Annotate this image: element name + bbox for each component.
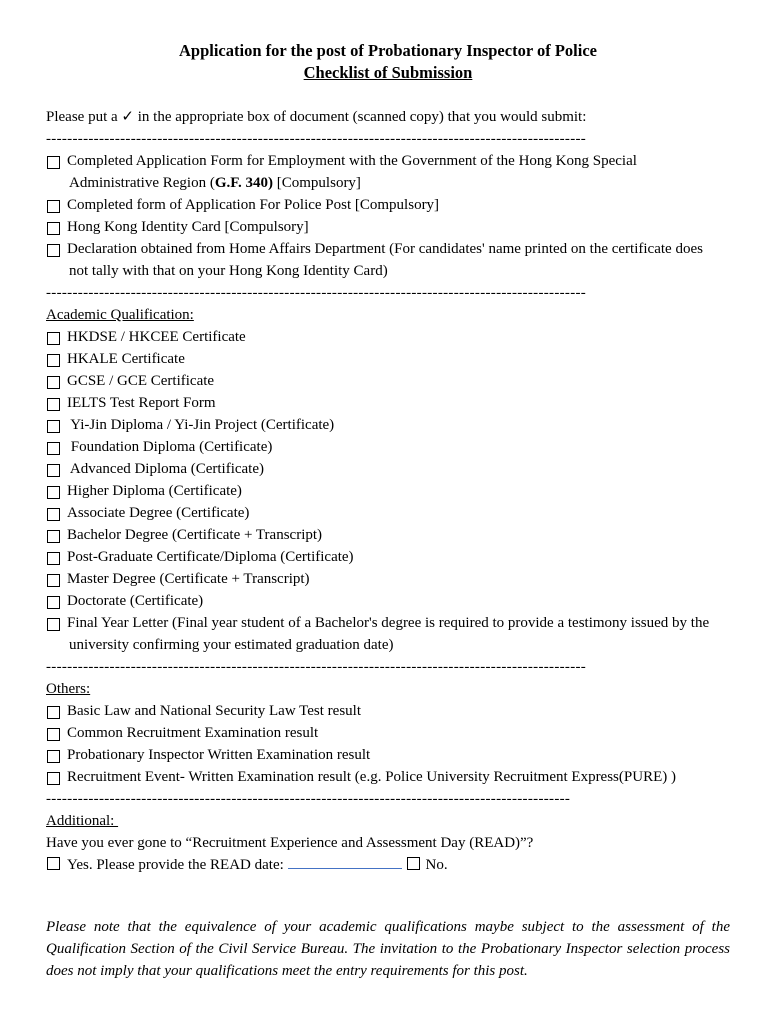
document-title: Application for the post of Probationary Inspector of Police <box>179 41 597 60</box>
form-code: G.F. 340) <box>214 175 274 191</box>
item-label: Common Recruitment Examination result <box>67 725 319 741</box>
list-item <box>46 436 730 458</box>
checkbox[interactable] <box>47 530 60 543</box>
yes-label: Yes. Please provide the READ date: <box>67 857 284 873</box>
item-label-part: Administrative Region ( <box>69 175 215 191</box>
checkbox-application-form[interactable] <box>47 156 60 169</box>
item-label: Bachelor Degree (Certificate + Transcript) <box>67 527 323 543</box>
item-label: Completed form of Application For Police Post [Compulsory] <box>67 197 440 213</box>
list-item <box>46 546 730 568</box>
item-label: Foundation Diploma (Certificate) <box>67 439 273 455</box>
item-label: Declaration obtained from Home Affairs Department (For candidates' name printed on the certificate does <box>67 241 703 257</box>
item-label: Higher Diploma (Certificate) <box>67 483 242 499</box>
list-item <box>46 766 730 788</box>
no-label: No. <box>425 857 448 873</box>
checkbox[interactable] <box>47 728 60 741</box>
read-answer-row <box>46 854 730 876</box>
item-label: Advanced Diploma (Certificate) <box>67 461 265 477</box>
dashed-separator: --------------------------------------------------------------------------------------------------- <box>46 791 571 807</box>
item-label: HKALE Certificate <box>67 351 185 367</box>
item-continuation <box>46 172 730 194</box>
item-label: Hong Kong Identity Card [Compulsory] <box>67 219 309 235</box>
list-item <box>46 568 730 590</box>
list-item <box>46 612 730 634</box>
checklist-page <box>46 40 730 876</box>
checklist-item-declaration <box>46 238 730 260</box>
dashed-separator: ------------------------------------------------------------------------------------------------------ <box>46 659 587 675</box>
item-label: Completed Application Form for Employment with the Government of the Hong Kong Special <box>67 153 637 169</box>
item-label: Post-Graduate Certificate/Diploma (Certificate) <box>67 549 354 565</box>
item-label-part: [Compulsory] <box>273 175 361 191</box>
checkbox[interactable] <box>47 618 60 631</box>
others-heading: Others: <box>46 681 91 697</box>
read-date-field[interactable] <box>288 854 402 869</box>
checkbox-declaration[interactable] <box>47 244 60 257</box>
item-label: Probationary Inspector Written Examination result <box>67 747 371 763</box>
checkbox[interactable] <box>47 750 60 763</box>
instruction-after: in the appropriate box of document (scanned copy) that you would submit: <box>137 109 587 125</box>
academic-heading: Academic Qualification: <box>46 307 194 323</box>
list-item <box>46 700 730 722</box>
checklist-item-police-form <box>46 194 730 216</box>
item-label: Master Degree (Certificate + Transcript) <box>67 571 310 587</box>
checkbox[interactable] <box>47 332 60 345</box>
list-item <box>46 590 730 612</box>
dashed-separator: ------------------------------------------------------------------------------------------------------ <box>46 285 587 301</box>
item-continuation: university confirming your estimated graduation date) <box>69 637 394 653</box>
checkbox[interactable] <box>47 398 60 411</box>
checklist-item-application-form <box>46 150 730 172</box>
checkbox[interactable] <box>47 442 60 455</box>
item-label: IELTS Test Report Form <box>67 395 216 411</box>
list-item <box>46 458 730 480</box>
item-label: Doctorate (Certificate) <box>67 593 204 609</box>
checkbox-yes[interactable] <box>47 857 60 870</box>
item-label: Final Year Letter (Final year student of a Bachelor's degree is required to provide a testimony issued by the <box>67 615 710 631</box>
checkbox[interactable] <box>47 596 60 609</box>
list-item <box>46 480 730 502</box>
checkbox-no[interactable] <box>407 857 420 870</box>
dashed-separator: ------------------------------------------------------------------------------------------------------ <box>46 131 587 147</box>
list-item <box>46 744 730 766</box>
checkbox-hkid[interactable] <box>47 222 60 235</box>
academic-list <box>46 326 730 656</box>
checkbox[interactable] <box>47 706 60 719</box>
checkbox[interactable] <box>47 574 60 587</box>
list-item <box>46 414 730 436</box>
read-question: Have you ever gone to “Recruitment Experience and Assessment Day (READ)”? <box>46 835 534 851</box>
list-item <box>46 370 730 392</box>
checkbox-police-form[interactable] <box>47 200 60 213</box>
checkbox[interactable] <box>47 486 60 499</box>
checkbox[interactable] <box>47 464 60 477</box>
item-label: Associate Degree (Certificate) <box>67 505 250 521</box>
additional-heading: Additional: <box>46 813 119 829</box>
item-label: Recruitment Event- Written Examination result (e.g. Police University Recruitment Express(PURE) ) <box>67 769 676 785</box>
document-subtitle: Checklist of Submission <box>303 63 473 82</box>
item-continuation: not tally with that on your Hong Kong Identity Card) <box>69 263 388 279</box>
checkbox[interactable] <box>47 508 60 521</box>
disclaimer-note: Please note that the equivalence of your academic qualifications maybe subject to the assessment of the Qualification Section of the Civil Service Bureau. The invitation to the Probationary Inspector selection process does not imply that your qualifications meet the entry requirements for this post. <box>46 919 730 979</box>
list-item <box>46 348 730 370</box>
list-item <box>46 392 730 414</box>
item-label: Basic Law and National Security Law Test result <box>67 703 362 719</box>
list-item <box>46 524 730 546</box>
others-list <box>46 700 730 788</box>
check-mark-icon: ✓ <box>121 109 134 125</box>
checkbox[interactable] <box>47 354 60 367</box>
item-label: GCSE / GCE Certificate <box>67 373 215 389</box>
checkbox[interactable] <box>47 376 60 389</box>
list-item <box>46 502 730 524</box>
item-label: HKDSE / HKCEE Certificate <box>67 329 246 345</box>
checkbox[interactable] <box>47 420 60 433</box>
list-item <box>46 722 730 744</box>
checkbox[interactable] <box>47 772 60 785</box>
list-item <box>46 326 730 348</box>
item-label: Yi-Jin Diploma / Yi-Jin Project (Certificate) <box>67 417 335 433</box>
instruction-line <box>46 106 730 128</box>
checkbox[interactable] <box>47 552 60 565</box>
instruction-before: Please put a <box>46 109 118 125</box>
checklist-item-hkid <box>46 216 730 238</box>
